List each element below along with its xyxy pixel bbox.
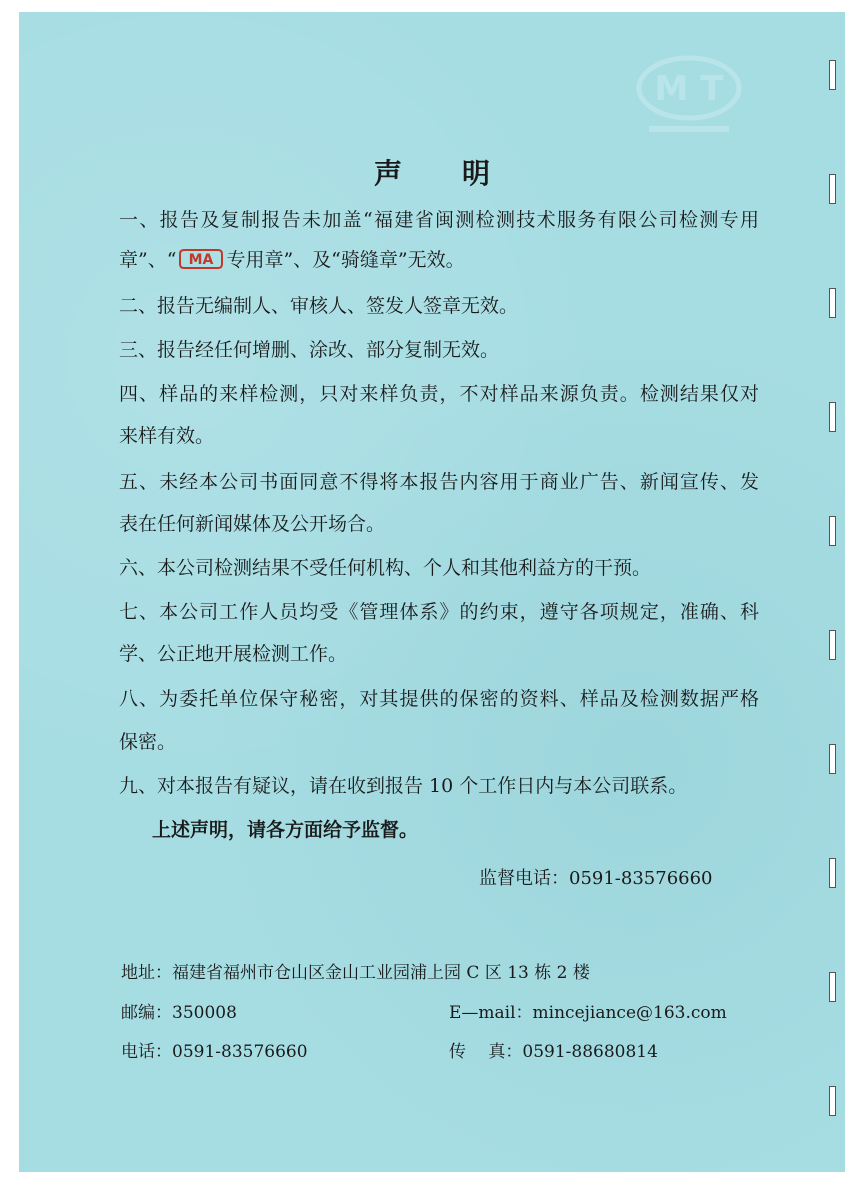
statement-line: 九、对本报告有疑议，请在收到报告 10 个工作日内与本公司联系。 xyxy=(119,775,688,797)
statement-line: 八、为委托单位保守秘密，对其提供的保密的资料、样品及检测数据严格 xyxy=(119,688,759,710)
footer-phone: 电话：0591-83576660 xyxy=(121,1042,308,1062)
statement-line: 表在任何新闻媒体及公开场合。 xyxy=(119,513,386,535)
binding-mark xyxy=(829,972,836,1002)
statement-text: 专用章”、及“骑缝章”无效。 xyxy=(226,249,465,271)
statement-line: 五、未经本公司书面同意不得将本报告内容用于商业广告、新闻宣传、发 xyxy=(119,471,759,493)
binding-mark xyxy=(829,1086,836,1116)
binding-mark xyxy=(829,858,836,888)
binding-mark xyxy=(829,744,836,774)
page-title: 声明 xyxy=(373,157,550,190)
statement-line: 来样有效。 xyxy=(119,425,215,447)
footer-postcode: 邮编：350008 xyxy=(121,1003,237,1023)
watermark-logo xyxy=(634,50,744,138)
binding-mark xyxy=(829,630,836,660)
footer-email: E—mail：mincejiance@163.com xyxy=(449,1003,727,1023)
hotline: 监督电话：0591-83576660 xyxy=(479,868,713,889)
statement-line: 保密。 xyxy=(119,731,177,753)
statement-line: 四、样品的来样检测，只对来样负责，不对样品来源负责。检测结果仅对 xyxy=(119,383,759,405)
binding-mark xyxy=(829,516,836,546)
binding-mark xyxy=(829,288,836,318)
binding-mark xyxy=(829,60,836,90)
binding-mark xyxy=(829,402,836,432)
footer-fax: 传 真：0591-88680814 xyxy=(449,1042,658,1062)
footer-address: 地址：福建省福州市仓山区金山工业园浦上园 C 区 13 栋 2 楼 xyxy=(121,963,590,983)
statement-line: 二、报告无编制人、审核人、签发人签章无效。 xyxy=(119,295,519,317)
stamp-text: MA xyxy=(189,252,214,268)
document-page xyxy=(19,12,845,1172)
statement-line: 三、报告经任何增删、涂改、部分复制无效。 xyxy=(119,339,500,361)
statement-text: 章”、“ xyxy=(119,249,177,271)
statement-line: 学、公正地开展检测工作。 xyxy=(119,643,348,665)
statement-line: 六、本公司检测结果不受任何机构、个人和其他利益方的干预。 xyxy=(119,557,652,579)
statement-line: 一、报告及复制报告未加盖“福建省闽测检测技术服务有限公司检测专用 xyxy=(119,209,759,231)
cma-stamp-icon xyxy=(178,248,224,276)
statement-line: 七、本公司工作人员均受《管理体系》的约束，遵守各项规定，准确、科 xyxy=(119,601,759,623)
watermark-letters: M T xyxy=(654,69,724,109)
statement-line-stamp xyxy=(119,248,465,276)
closing-statement: 上述声明，请各方面给予监督。 xyxy=(152,819,419,841)
